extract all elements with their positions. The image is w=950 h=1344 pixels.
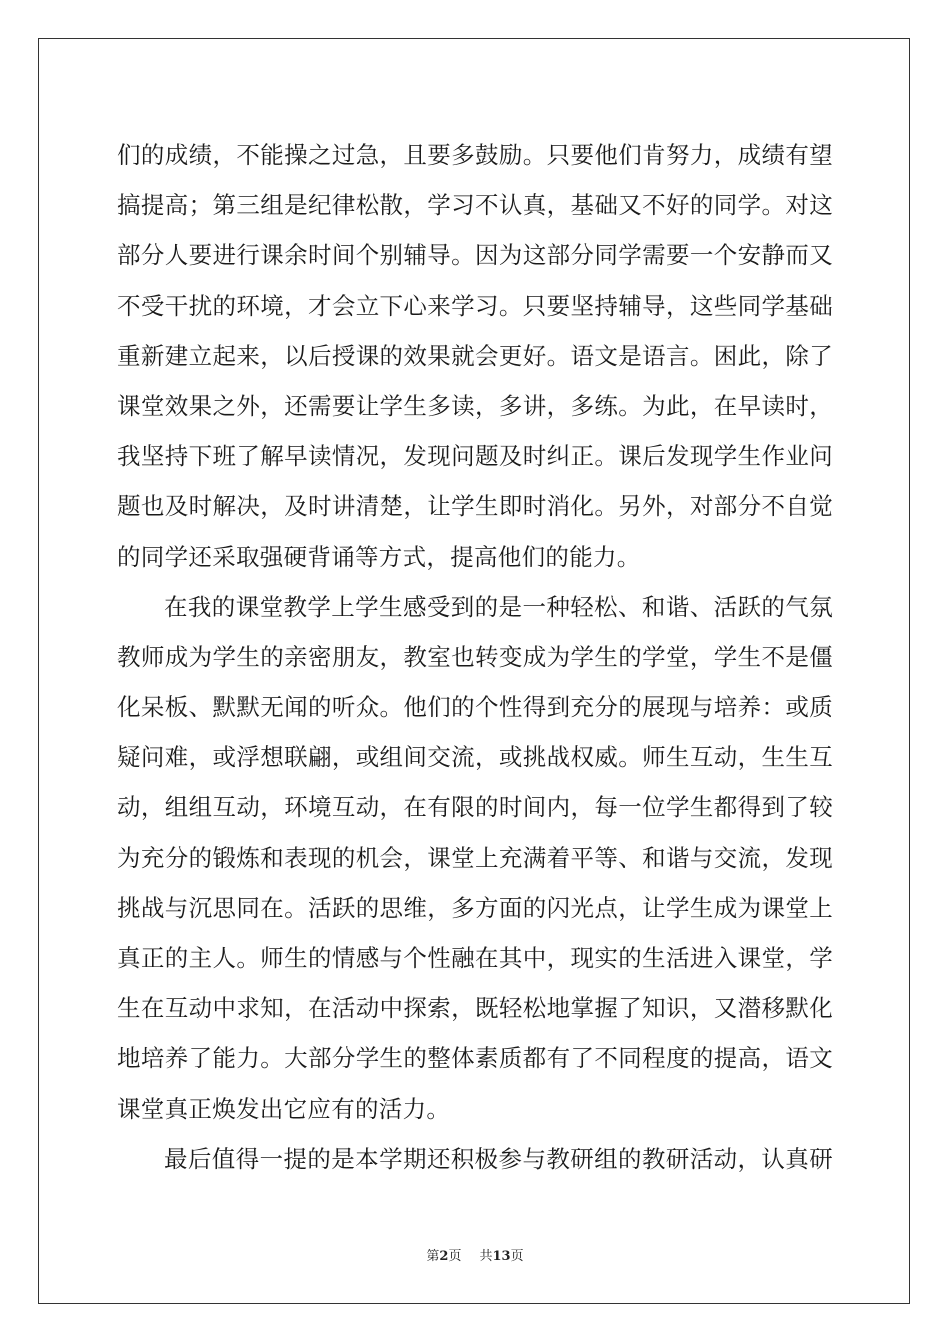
text-line: 地培养了能力。大部分学生的整体素质都有了不同程度的提高，语文	[117, 1044, 833, 1073]
total-pages: 13	[492, 1249, 511, 1264]
text-line: 真正的主人。师生的情感与个性融在其中，现实的生活进入课堂，学	[117, 944, 833, 972]
text-line: 动，组组互动，环境互动，在有限的时间内，每一位学生都得到了较	[117, 793, 833, 822]
document-body	[117, 130, 833, 1184]
text-line: 课堂效果之外，还需要让学生多读，多讲，多练。为此，在早读时，	[117, 391, 833, 420]
page-footer	[0, 1248, 950, 1266]
text-line: 部分人要进行课余时间个别辅导。因为这部分同学需要一个安静而又	[117, 241, 833, 270]
text-line-indented: 最后值得一提的是本学期还积极参与教研组的教研活动，认真研	[164, 1144, 833, 1173]
text-line: 的同学还采取强硬背诵等方式，提高他们的能力。	[117, 542, 641, 571]
text-line: 课堂真正焕发出它应有的活力。	[117, 1094, 451, 1123]
text-line: 疑问难，或浮想联翩，或组间交流，或挑战权威。师生互动，生生互	[117, 743, 833, 772]
page-suffix: 页	[448, 1249, 462, 1264]
text-line-indented: 在我的课堂教学上学生感受到的是一种轻松、和谐、活跃的气氛	[164, 592, 833, 621]
text-line: 们的成绩，不能操之过急，且要多鼓励。只要他们肯努力，成绩有望	[117, 141, 833, 169]
text-line: 我坚持下班了解早读情况，发现问题及时纠正。课后发现学生作业问	[117, 442, 833, 471]
total-suffix: 页	[510, 1249, 524, 1264]
page-number: 2	[439, 1249, 449, 1264]
text-line: 教师成为学生的亲密朋友，教室也转变成为学生的学堂，学生不是僵	[117, 642, 833, 671]
text-line: 搞提高；第三组是纪律松散，学习不认真，基础又不好的同学。对这	[117, 191, 833, 220]
page-prefix: 第	[426, 1249, 440, 1264]
text-line: 题也及时解决，及时讲清楚，让学生即时消化。另外，对部分不自觉	[117, 492, 833, 521]
total-prefix: 共	[479, 1249, 493, 1264]
text-line: 重新建立起来，以后授课的效果就会更好。语文是语言。困此，除了	[117, 341, 833, 370]
text-line: 为充分的锻炼和表现的机会，课堂上充满着平等、和谐与交流，发现	[117, 843, 833, 872]
text-line: 化呆板、默默无闻的听众。他们的个性得到充分的展现与培养：或质	[117, 693, 833, 722]
text-line: 生在互动中求知，在活动中探索，既轻松地掌握了知识，又潜移默化	[117, 994, 833, 1023]
text-line: 挑战与沉思同在。活跃的思维，多方面的闪光点，让学生成为课堂上	[117, 893, 833, 922]
text-line: 不受干扰的环境，才会立下心来学习。只要坚持辅导，这些同学基础	[117, 291, 833, 320]
